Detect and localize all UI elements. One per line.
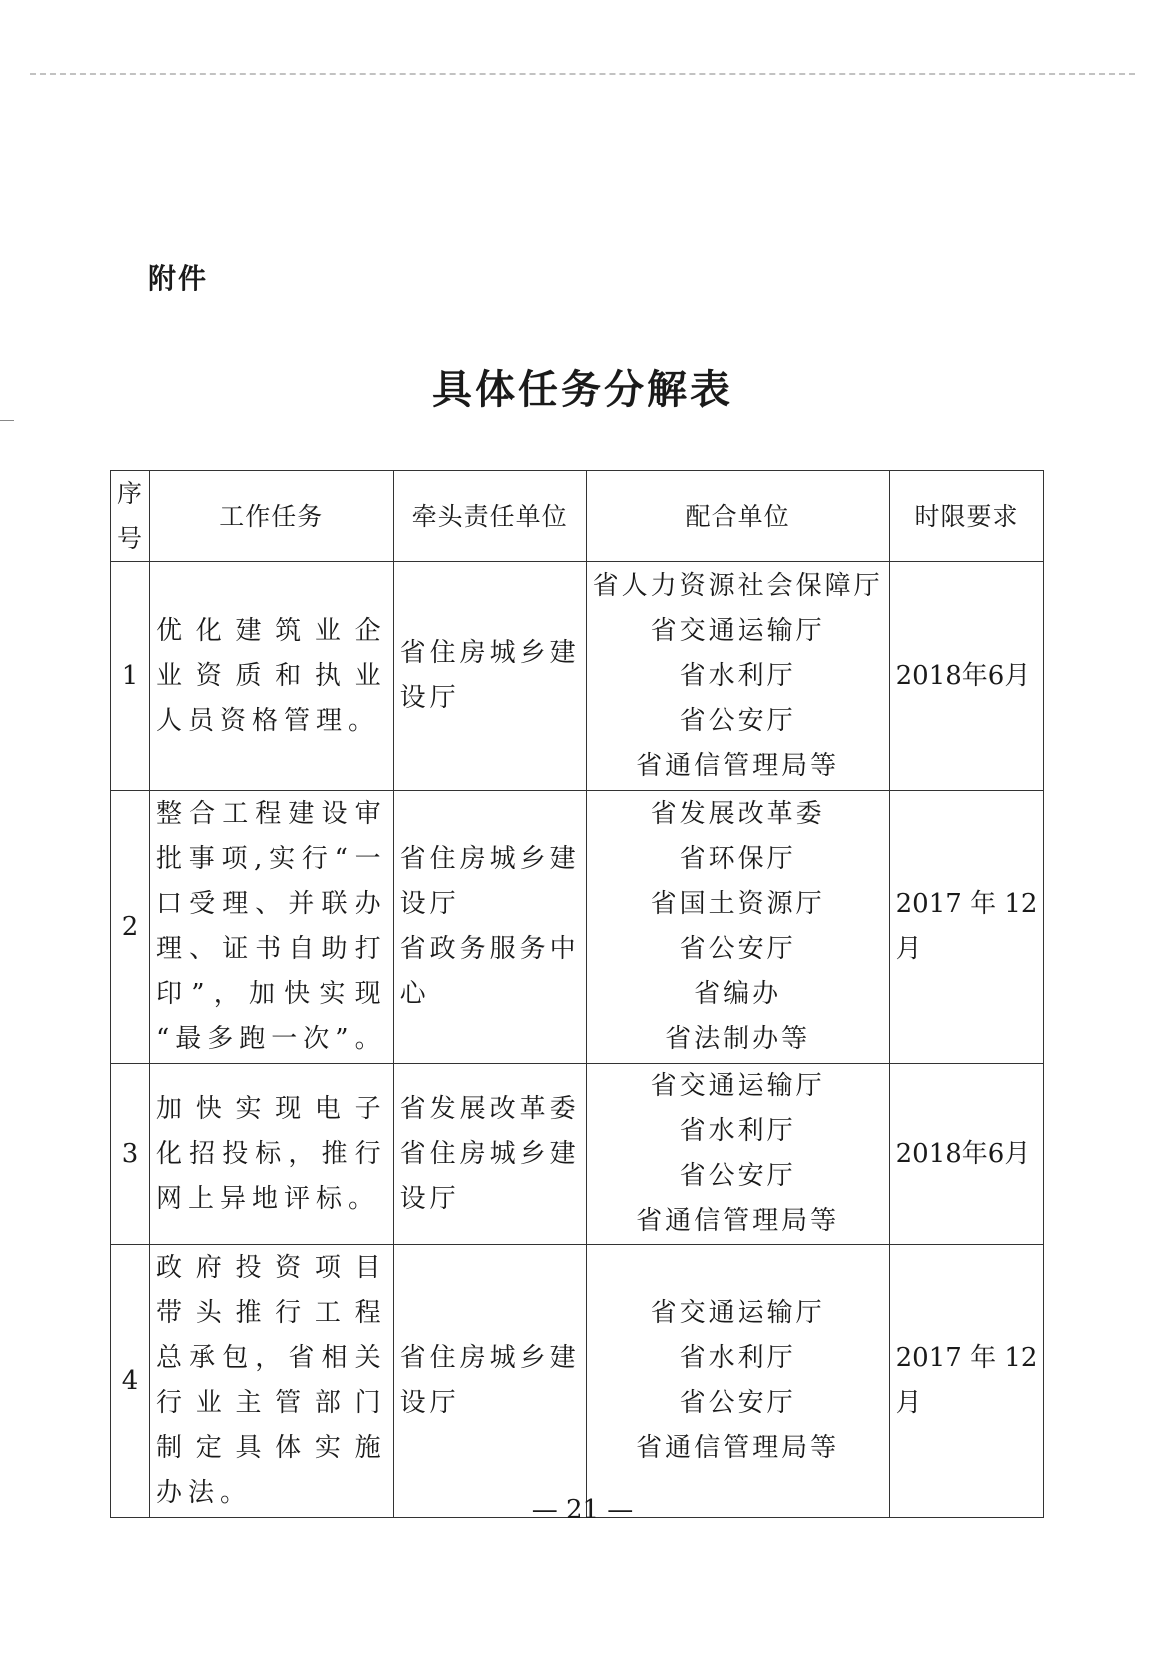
cell-line: 总承包，省相关 [156, 1343, 387, 1373]
cell-line: 政府投资项目 [156, 1253, 387, 1283]
cell-line: 优化建筑业企 [156, 615, 387, 646]
header-lead-unit: 牵头责任单位 [393, 471, 586, 562]
cell-line: 人员资格管理。 [156, 705, 381, 736]
table-header-row [111, 471, 1044, 562]
cell-line: 设厅 [399, 683, 460, 713]
cell-coop-unit [586, 791, 889, 1064]
cell-deadline [889, 791, 1044, 1064]
cell-line: 省编办 [694, 979, 782, 1009]
cell-line: 加快实现电子 [156, 1093, 387, 1124]
cell-deadline [889, 1064, 1044, 1245]
task-breakdown-table [110, 470, 1044, 1518]
cell-task [150, 562, 394, 791]
cell-line: 省政务服务中 [399, 934, 580, 964]
cell-line: 省公安厅 [679, 1161, 796, 1191]
cell-line: 2018年6月 [895, 1138, 1031, 1169]
cell-line: 批事项,实行“一 [156, 844, 387, 874]
page-number: — 21 — [531, 1495, 634, 1525]
cell-lead-unit [393, 1064, 586, 1245]
table-row [111, 791, 1044, 1064]
cell-line: 设厅 [399, 1388, 460, 1418]
cell-line: 业资质和执业 [156, 660, 387, 691]
cell-line: 省水利厅 [679, 1343, 796, 1373]
cell-line: 口受理、并联办 [156, 889, 387, 919]
scan-margin-mark [0, 420, 14, 421]
cell-line: 省发展改革委 [399, 1093, 580, 1124]
cell-lead-unit [393, 791, 586, 1064]
cell-line: 省公安厅 [679, 934, 796, 964]
cell-seq: 2 [111, 791, 150, 1064]
attachment-label: 附件 [148, 262, 209, 295]
cell-lead-unit [393, 1245, 586, 1518]
cell-line: 省发展改革委 [650, 799, 825, 829]
cell-coop-unit [586, 1064, 889, 1245]
cell-line: 带头推行工程 [156, 1298, 387, 1328]
cell-line: 月 [895, 1388, 922, 1418]
cell-line: 省交通运输厅 [650, 1071, 825, 1101]
cell-deadline [889, 562, 1044, 791]
cell-line: 省水利厅 [679, 1116, 796, 1146]
cell-line: 省交通运输厅 [650, 1298, 825, 1328]
cell-line: 化招投标，推行 [156, 1138, 387, 1169]
cell-line: 省通信管理局等 [636, 750, 840, 781]
cell-deadline [889, 1245, 1044, 1518]
cell-seq: 1 [111, 562, 150, 791]
cell-seq: 4 [111, 1245, 150, 1518]
cell-line: 省交通运输厅 [650, 615, 825, 646]
cell-task [150, 791, 394, 1064]
cell-line: 设厅 [399, 889, 460, 919]
cell-line: 省法制办等 [665, 1024, 811, 1054]
cell-seq: 3 [111, 1064, 150, 1245]
table-row [111, 1245, 1044, 1518]
cell-line: 省通信管理局等 [636, 1206, 840, 1236]
cell-line: 省住房城乡建 [399, 1343, 580, 1373]
cell-line: 设厅 [399, 1183, 460, 1214]
cell-line: 网上异地评标。 [156, 1183, 381, 1214]
cell-line: 省住房城乡建 [399, 638, 580, 668]
scan-border-line [30, 73, 1135, 75]
cell-coop-unit [586, 1245, 889, 1518]
cell-line: “最多跑一次”。 [156, 1024, 387, 1054]
header-seq: 序号 [111, 471, 150, 562]
cell-line: 省住房城乡建 [399, 844, 580, 874]
cell-line: 省通信管理局等 [636, 1433, 840, 1463]
cell-line: 省水利厅 [679, 660, 796, 691]
cell-lead-unit [393, 562, 586, 791]
cell-line: 制定具体实施 [156, 1433, 387, 1463]
cell-line: 省国土资源厅 [650, 889, 825, 919]
cell-line: 省公安厅 [679, 705, 796, 736]
cell-line: 办法。 [156, 1478, 253, 1508]
header-coop-unit: 配合单位 [586, 471, 889, 562]
cell-task [150, 1064, 394, 1245]
cell-task [150, 1245, 394, 1518]
cell-coop-unit [586, 562, 889, 791]
cell-line: 2017 年 12 [895, 1343, 1038, 1373]
table-row [111, 562, 1044, 791]
cell-line: 省人力资源社会保障厅 [592, 570, 883, 601]
cell-line: 2018年6月 [895, 660, 1031, 691]
cell-line: 理、证书自助打 [156, 934, 387, 964]
header-task: 工作任务 [150, 471, 394, 562]
cell-line: 月 [895, 934, 922, 964]
header-deadline: 时限要求 [889, 471, 1044, 562]
table-row [111, 1064, 1044, 1245]
cell-line: 省环保厅 [679, 844, 796, 874]
cell-line: 省住房城乡建 [399, 1138, 580, 1169]
document-title: 具体任务分解表 [432, 366, 733, 413]
cell-line: 印”，加快实现 [156, 979, 387, 1009]
cell-line: 省公安厅 [679, 1388, 796, 1418]
cell-line: 2017 年 12 [895, 889, 1038, 919]
cell-line: 心 [399, 979, 430, 1009]
cell-line: 整合工程建设审 [156, 799, 387, 829]
cell-line: 行业主管部门 [156, 1388, 387, 1418]
